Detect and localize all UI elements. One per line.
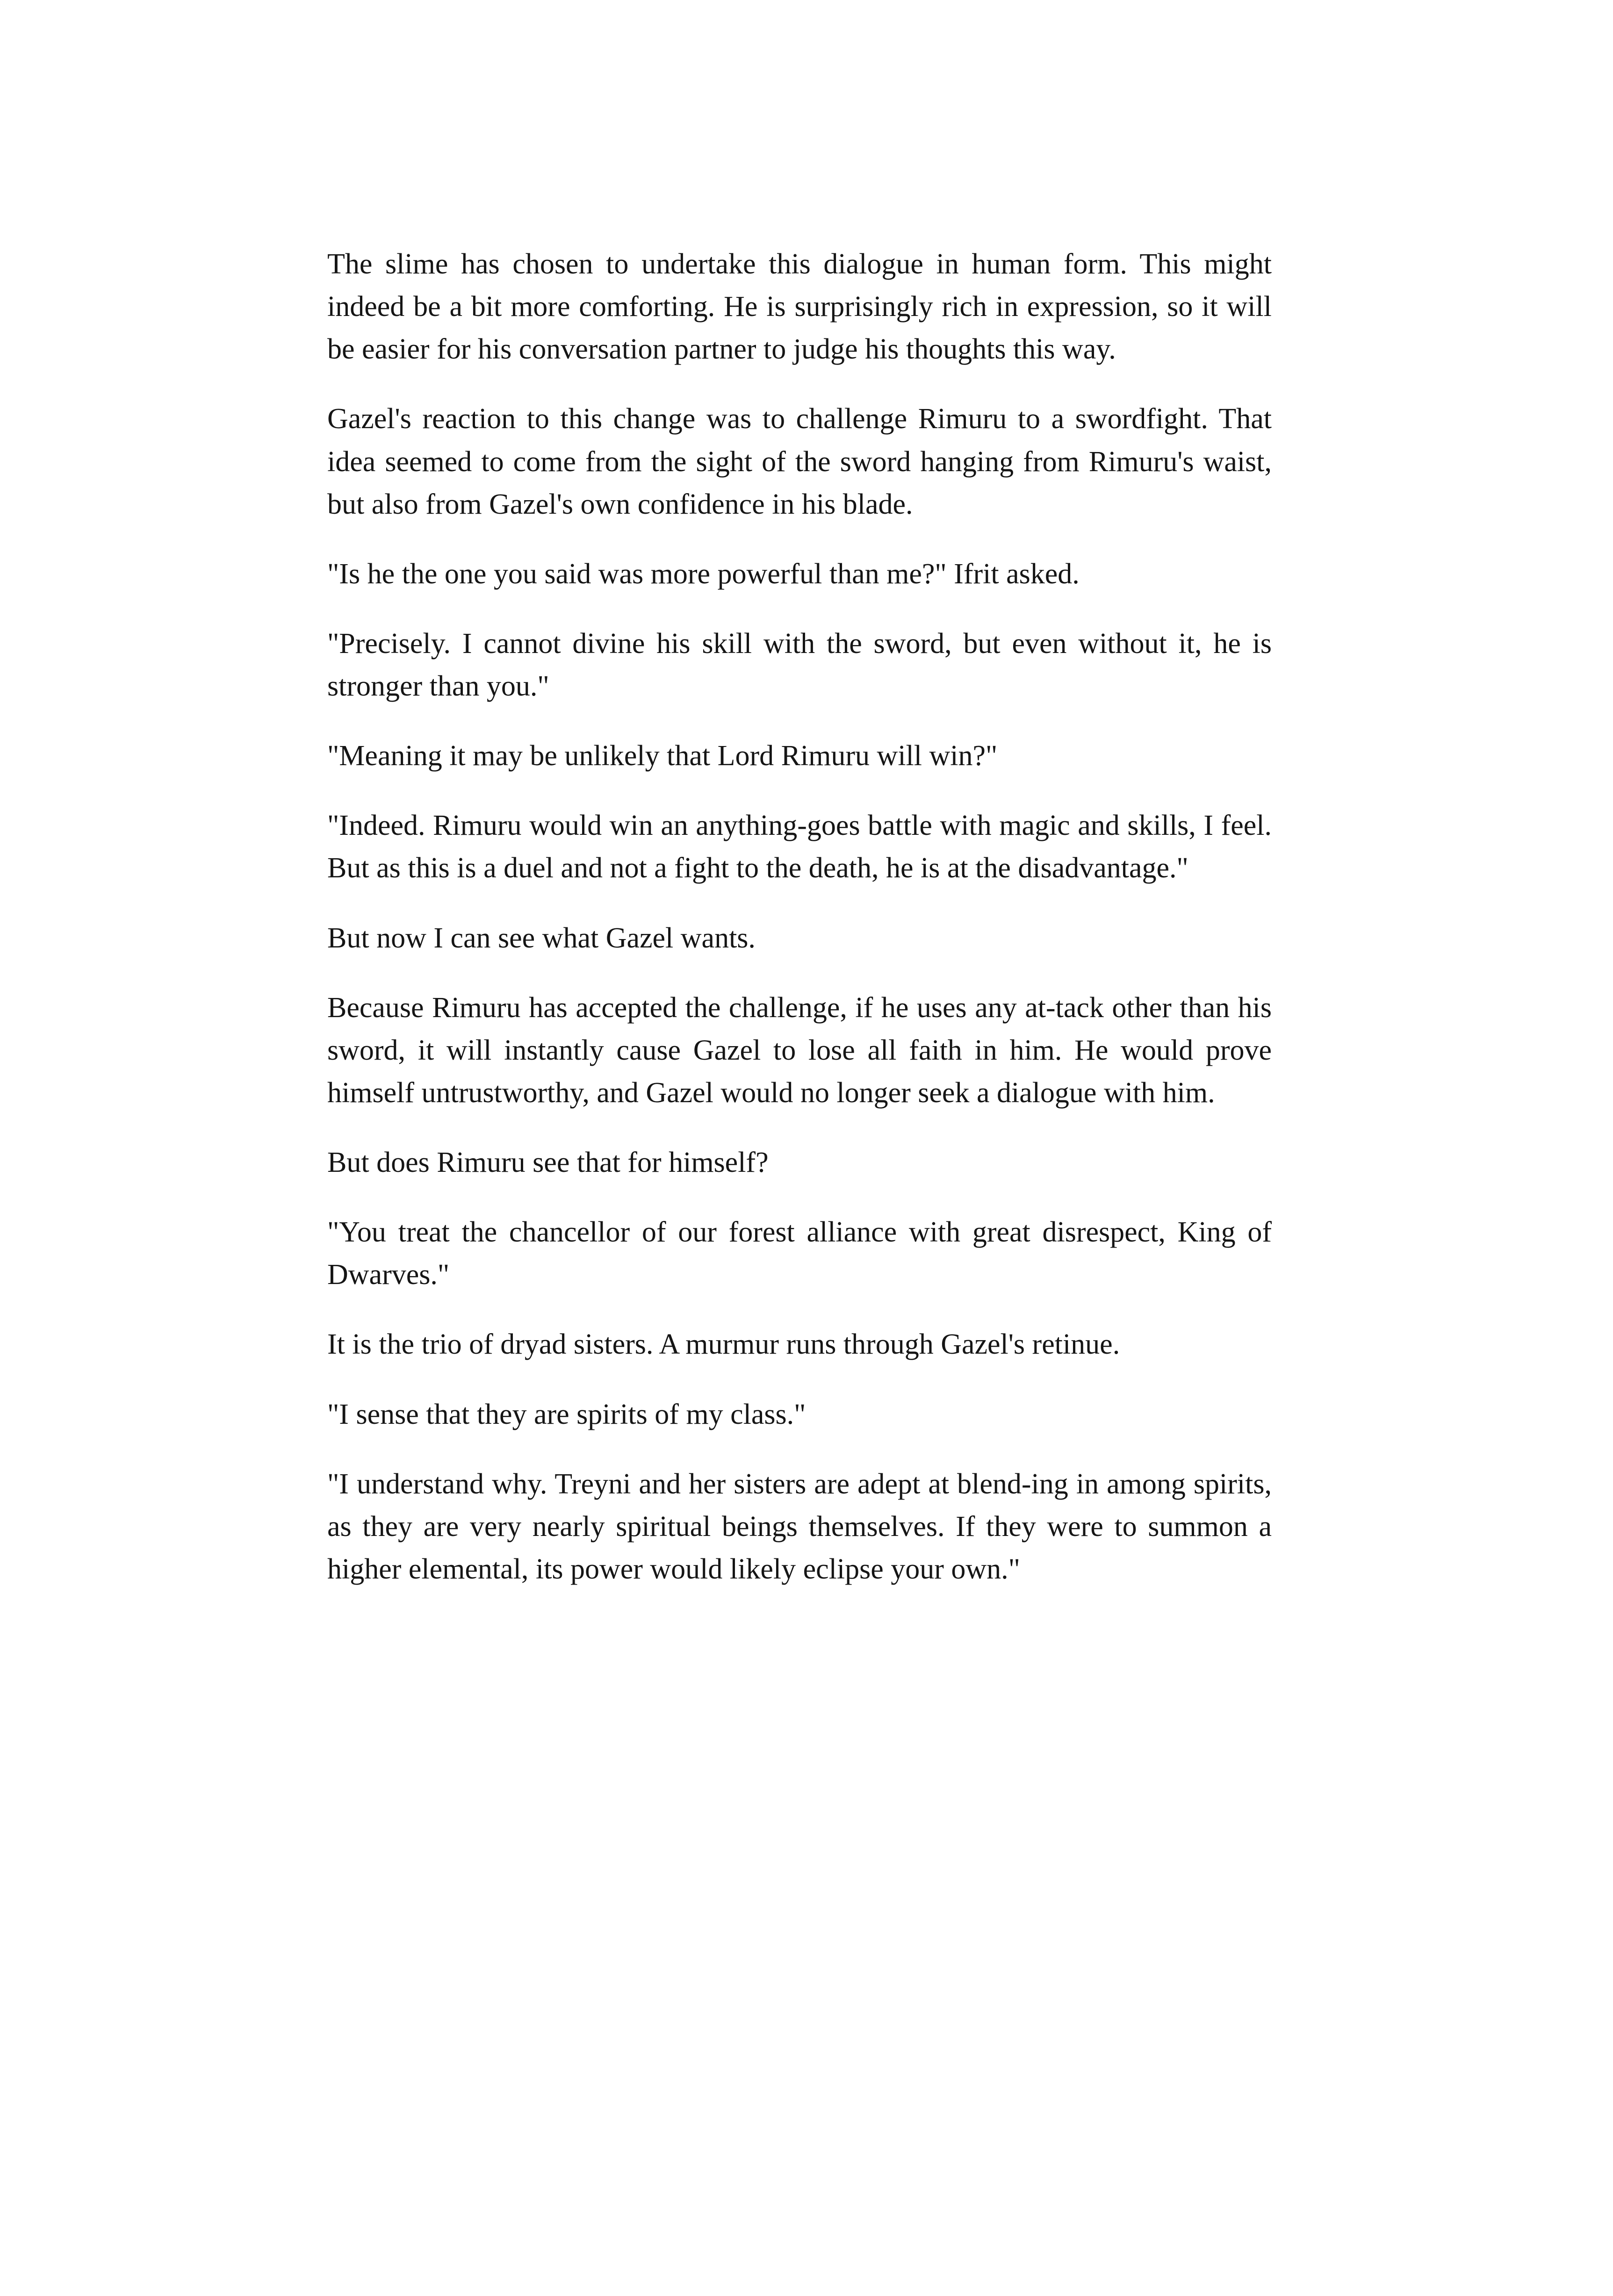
paragraph: Because Rimuru has accepted the challenge, if he uses any at-tack other than his sword, it will instantly cause Gazel to lose all faith in him. He would prove himself untrustworthy, and Gazel would no longer seek a dialogue with him. [327, 991, 1272, 1109]
paragraph: It is the trio of dryad sisters. A murmur runs through Gazel's retinue. [327, 1328, 1120, 1361]
paragraph: "You treat the chancellor of our forest alliance with great disrespect, King of Dwarves." [327, 1216, 1272, 1291]
body-text-column [327, 243, 1272, 1591]
paragraph: Gazel's reaction to this change was to challenge Rimuru to a swordfight. That idea seemed to come from the sight of the sword hanging from Rimuru's waist, but also from Gazel's own confidence in his blade. [327, 403, 1272, 520]
paragraph: "Indeed. Rimuru would win an anything-goes battle with magic and skills, I feel. But as this is a duel and not a fight to the death, he is at the disadvantage." [327, 810, 1272, 884]
paragraph: "Meaning it may be unlikely that Lord Rimuru will win?" [327, 740, 998, 772]
paragraph: The slime has chosen to undertake this dialogue in human form. This might indeed be a bit more comforting. He is surprisingly rich in expression, so it will be easier for his conversation partner to judge his thoughts this way. [327, 248, 1272, 366]
paragraph: "I sense that they are spirits of my class." [327, 1398, 806, 1430]
paragraph: "I understand why. Treyni and her sisters are adept at blend-ing in among spirits, as they are very nearly spiritual beings themselves. If they were to summon a higher elemental, its power would likely eclipse your own." [327, 1468, 1272, 1585]
paragraph: But does Rimuru see that for himself? [327, 1147, 769, 1178]
paragraph: But now I can see what Gazel wants. [327, 922, 756, 954]
paragraph: "Is he the one you said was more powerful than me?" Ifrit asked. [327, 558, 1080, 590]
paragraph: "Precisely. I cannot divine his skill with the sword, but even without it, he is stronger than you." [327, 627, 1272, 702]
